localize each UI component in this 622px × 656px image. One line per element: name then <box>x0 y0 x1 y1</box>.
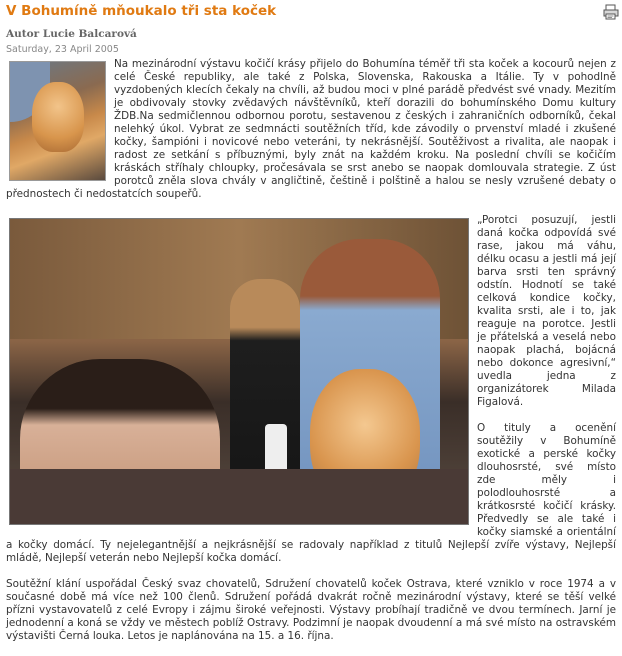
cat-show-photo <box>9 218 469 525</box>
article-title[interactable]: V Bohumíně mňoukalo tři sta koček <box>6 3 277 19</box>
article-paragraph: „Porotci posuzují, jestli daná kočka odpovídá své rase, jakou má váhu, délku ocasu a jestli má její barva srsti ten správný odstín. Hodnotí se také celková kondice kočky, kvalita srsti, ale i to, jak reaguje na porotce. Jestli je přátelská a veselá nebo naopak plachá, bojácná nebo dokonce agresivní,“ uvedla jedna z organizátorek Milada Figalová. <box>477 214 616 408</box>
article-paragraph: Na mezinárodní výstavu kočičí krásy přijelo do Bohumína téměř tři sta koček a kocourů nejen z celé České republiky, ale také z Polska, Slovenska, Rakouska a Itálie. Ty v pohodlně vyzdobených klecích čekaly na chvíli, až budou moci v plné parádě předvést své vnady. Mezitím je obdivovaly stovky zvědavých návštěvníků, kteří dorazili do bohumínského Domu kultury ŽDB.Na sedmičlennou odbornou porotu, sestavenou z českých i zahraničních odborníků, čekal nelehký úkol. Vybrat ze sedmnácti soutěžních tříd, kde závodily o prvenství mladé i zkušené kočky, šampióni i novicové nebo veteráni, ty nekrásnější. Soutěživost a rivalita, ale naopak i radost ze setkání s příbuznými, byly znát na každém kroku. Na poslední chvíli se kočičím kráskách stříhaly chloupky, pročesávala se srst anebo se naopak domlouvala strategie. Z úst porotců zněla slova chvály v angličtině, češtině i polštině a halou se nesly vzrušené debaty o přednostech či nedostatcích soupeřů. <box>6 58 616 200</box>
article-body <box>6 58 616 656</box>
article-paragraph: O tituly a ocenění soutěžily v Bohumíně exotické a perské kočky dlouhosrsté, své místo zde měly i polodlouhosrsté a krátkosrsté kočičí krásky. Předvedly se ale také i kočky siamské a orientální a kočky domácí. Ty nejelegantnější a nejkrásnější se radovaly například z titulů Nejlepší zvíře výstavy, Nejlepší mládě, Nejlepší veterán nebo Nejlepší kočka domácí. <box>6 422 616 564</box>
cat-photo-small <box>9 61 106 181</box>
article-date: Saturday, 23 April 2005 <box>6 44 119 55</box>
article-author: Autor Lucie Balcarová <box>6 28 137 40</box>
article-paragraph: Soutěžní klání uspořádal Český svaz chovatelů, Sdružení chovatelů koček Ostrava, které vzniklo v roce 1974 a v současné době má více než 100 členů. Sdružení pořádá dvakrát ročně mezinárodní výstavy, které se těší velké přízni vystavovatelů z celé Evropy i zájmu široké veřejnosti. Výstavy probíhají tradičně ve dvou termínech. Jarní je jednodenní a koná se vždy ve městech poblíž Ostravy. Podzimní je naopak dvoudenní a má své místo na ostravském výstavišti Černá louka. Letos je naplánována na 15. a 16. října. <box>6 578 616 642</box>
print-icon[interactable] <box>603 4 619 20</box>
